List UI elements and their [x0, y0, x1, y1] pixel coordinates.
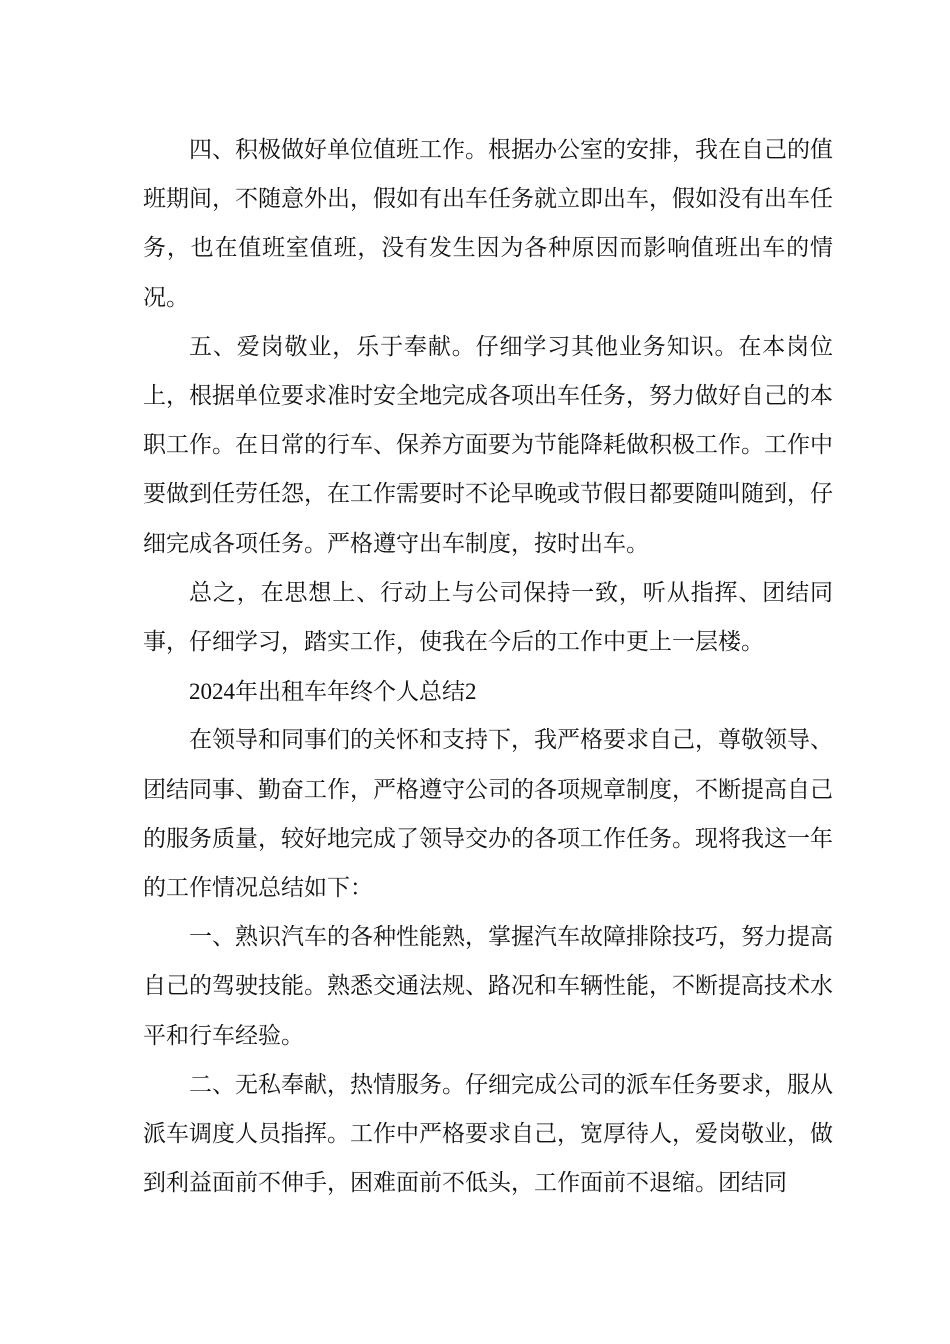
paragraph-service: 二、无私奉献，热情服务。仔细完成公司的派车任务要求，服从派车调度人员指挥。工作中严格要求自己，宽厚待人，爱岗敬业，做到利益面前不伸手，困难面前不低头，工作面前不退缩。团结同: [143, 1071, 833, 1197]
paragraph-intro: 在领导和同事们的关怀和支持下，我严格要求自己，尊敬领导、团结同事、勤奋工作，严格遵守公司的各项规章制度，不断提高自己的服务质量，较好地完成了领导交办的各项工作任务。现将我这一年的工作情况总结如下：: [143, 727, 833, 902]
document-body: [143, 126, 833, 1208]
paragraph-duty-shift: 四、积极做好单位值班工作。根据办公室的安排，我在自己的值班期间，不随意外出，假如有出车任务就立即出车，假如没有出车任务，也在值班室值班，没有发生因为各种原因而影响值班出车的情况。: [143, 137, 833, 311]
paragraph-conclusion: 总之，在思想上、行动上与公司保持一致，听从指挥、团结同事，仔细学习，踏实工作，使我在今后的工作中更上一层楼。: [143, 579, 833, 656]
section-title: 2024年出租车年终个人总结2: [189, 679, 477, 705]
paragraph-dedication: 五、爱岗敬业，乐于奉献。仔细学习其他业务知识。在本岗位上，根据单位要求准时安全地完成各项出车任务，努力做好自己的本职工作。在日常的行车、保养方面要为节能降耗做积极工作。工作中要做到任劳任怨，在工作需要时不论早晚或节假日都要随叫随到，仔细完成各项任务。严格遵守出车制度，按时出车。: [143, 333, 833, 557]
paragraph-vehicle-skills: 一、熟识汽车的各种性能熟，掌握汽车故障排除技巧，努力提高自己的驾驶技能。熟悉交通法规、路况和车辆性能，不断提高技术水平和行车经验。: [143, 924, 833, 1049]
